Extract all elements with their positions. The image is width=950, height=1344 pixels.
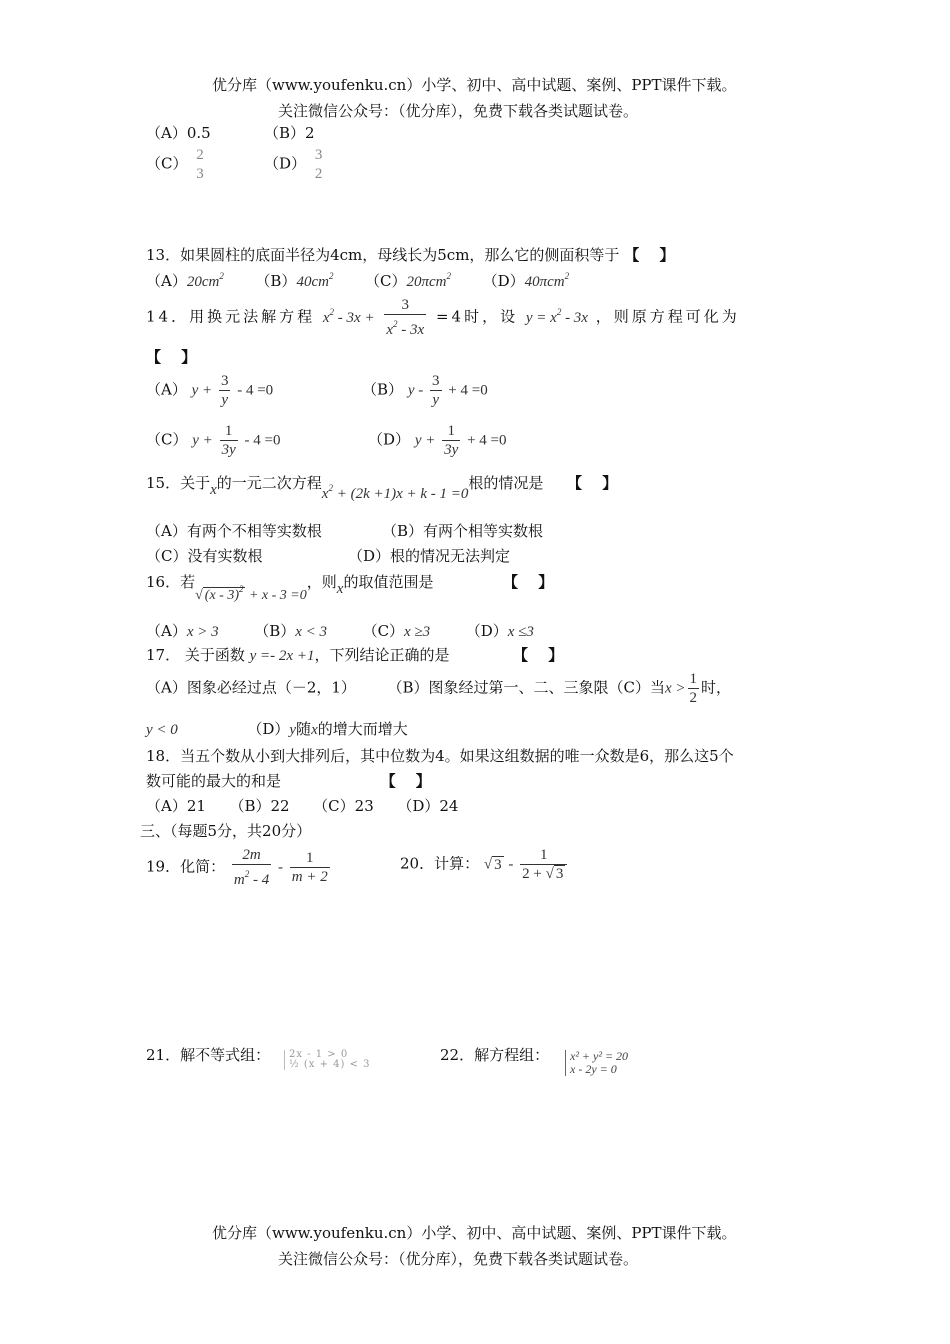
- q16-option-d-value: x ≤3: [507, 624, 534, 640]
- q12-option-d-fraction: [313, 146, 325, 183]
- q16-option-a-label: （A）: [146, 622, 187, 640]
- q15-option-d: （D）根的情况无法判定: [348, 547, 511, 565]
- header-line-2: 关注微信公众号：（优分库），免费下载各类试题试卷。: [278, 102, 639, 120]
- q19-fraction-2: [290, 849, 330, 886]
- q18-options: [146, 795, 458, 816]
- q22: [440, 1044, 549, 1065]
- q17-stem-a: 17． 关于函数: [146, 646, 245, 664]
- q14-option-d: [368, 422, 507, 459]
- q18-answer-bracket: 【 】: [380, 772, 431, 790]
- q14-eq-right: =4时，设: [435, 307, 519, 326]
- q12-option-d: [264, 146, 326, 183]
- header-line-1: 优分库（www.youfenku.cn）小学、初中、高中试题、案例、PPT课件下载。: [212, 76, 737, 94]
- q14-substitution-rest: - 3x: [561, 309, 588, 326]
- footer-line-2: 关注微信公众号：（优分库），免费下载各类试题试卷。: [278, 1250, 639, 1268]
- q18-line-2-text: 数可能的最大的和是: [146, 772, 282, 790]
- q14-b-label: （B）: [362, 380, 404, 399]
- q14-b-pre: y -: [407, 382, 424, 399]
- q14-c-label: （C）: [146, 430, 188, 449]
- q20-f-num: 1: [540, 847, 548, 863]
- q17-c-condition: x >: [665, 680, 686, 697]
- q14-eq-fraction: $\frac{3}{x^2 - 3x}$: [386, 297, 425, 338]
- q20-label: 20．计算：: [400, 854, 480, 873]
- q14-c-post: - 4 =0: [244, 432, 281, 449]
- q16-option-b-value: x < 3: [295, 624, 327, 640]
- q14-eq-frac-den: x: [386, 322, 394, 338]
- q19-label: 19．化简：: [146, 857, 226, 876]
- q14-b-num: 3: [432, 373, 440, 389]
- q15-eq-rest: + (2k +1)x + k - 1 =0: [332, 486, 469, 502]
- q13-option-d-value: 40πcm: [524, 274, 565, 290]
- q16-option-d-label: （D）: [465, 622, 508, 640]
- q14-a-label: （A）: [146, 380, 187, 399]
- q20-minus: -: [508, 856, 514, 873]
- q20: 20．计算： √ 3 - $\frac{1}{2 + √ 3}$: [400, 846, 569, 883]
- q22-label: 22．解方程组：: [440, 1046, 550, 1064]
- q18-option-a: （A）21: [146, 797, 206, 815]
- q15-option-a: （A）有两个不相等实数根: [146, 522, 322, 540]
- q14-option-a: [146, 372, 273, 409]
- q12-option-d-label: （D）: [264, 154, 307, 173]
- q13-option-a-value: 20cm: [186, 274, 220, 290]
- q13-option-b-exp: 2: [328, 271, 334, 281]
- footer-line-1: 优分库（www.youfenku.cn）小学、初中、高中试题、案例、PPT课件下载。: [212, 1224, 737, 1242]
- q17-answer-bracket: 【 】: [513, 646, 564, 664]
- q21-system-line-2: ½ (x + 4) < 3: [289, 1059, 371, 1070]
- q15-option-b: （B）有两个相等实数根: [382, 522, 544, 540]
- q14-d-num: 1: [447, 423, 455, 439]
- q20-fraction: $\frac{1}{2 + √ 3}$: [520, 846, 567, 883]
- q14-answer-bracket: 【 】: [146, 348, 197, 366]
- q13-option-c-label: （C）: [365, 272, 407, 290]
- q18-option-b: （B）22: [229, 797, 290, 815]
- q17-stem: [146, 644, 563, 665]
- q14-option-c: [146, 422, 281, 459]
- q14-eq-left: x: [322, 309, 330, 326]
- q19-f1-den: m: [233, 872, 245, 888]
- q20-f-den: 2 +: [522, 866, 546, 882]
- q13-answer-bracket: 【 】: [624, 246, 675, 264]
- q16-answer-bracket: 【 】: [503, 573, 554, 591]
- q15-answer-bracket: 【 】: [566, 474, 618, 492]
- q14-a-post: - 4 =0: [237, 382, 274, 399]
- q14-eq-mid: - 3x +: [334, 309, 375, 326]
- q21-system-line-1: 2x - 1 > 0: [289, 1049, 349, 1060]
- q18-option-c: （C）23: [313, 797, 374, 815]
- q12-option-c: [146, 146, 208, 183]
- q21: [146, 1044, 270, 1065]
- q13-option-c-value: 20πcm: [406, 274, 447, 290]
- q22-system-line-1: x² + y² = 20: [570, 1049, 629, 1063]
- q17-d-var2: x: [311, 722, 318, 738]
- q15-stem-c: 根的情况是: [468, 474, 544, 492]
- q12-d-denominator: 2: [314, 166, 323, 182]
- q16-stem-c: 的取值范围是: [343, 573, 434, 591]
- q16-option-a-value: x > 3: [186, 624, 219, 640]
- q16-stem: 16．若√ (x - 3)$^2$ + x - 3 =0，则x的取值范围是 【 】: [146, 573, 554, 603]
- q17-c-post: 时，: [701, 678, 732, 697]
- q14-option-b: [362, 372, 488, 409]
- q17-stem-b: ，下列结论正确的是: [314, 646, 450, 664]
- q13-option-d-label: （D）: [482, 272, 525, 290]
- q14-d-pre: y +: [414, 432, 436, 449]
- q22-system: [565, 1050, 628, 1076]
- q12-c-numerator: 2: [196, 147, 204, 163]
- q16-stem-a: 16．若: [146, 573, 196, 591]
- q12-c-denominator: 3: [196, 166, 204, 182]
- q17-options-line1: [146, 670, 731, 707]
- q21-label: 21．解不等式组：: [146, 1046, 271, 1064]
- q19-fraction-1: $\frac{2m}{m^2 - 4}$: [233, 847, 270, 888]
- q14-c-num: 1: [224, 423, 233, 439]
- q20-root: 3: [494, 856, 502, 873]
- q16-option-b-label: （B）: [254, 622, 296, 640]
- q14-a-num: 3: [220, 373, 229, 389]
- q20-f-den-root: 3: [555, 866, 564, 882]
- q16-radicand: (x - 3): [204, 588, 239, 603]
- q14-b-post: + 4 =0: [448, 382, 488, 399]
- q19-minus: -: [278, 859, 283, 876]
- q14-a-pre: y +: [191, 382, 213, 399]
- q15-var: x: [210, 482, 217, 498]
- q12-option-a: （A）0.5: [146, 124, 211, 142]
- q15-stem: 15．关于x的一元二次方程$x^2 + (2k +1)x + k - 1 =0$根的情况是 【 】: [146, 474, 618, 502]
- q13-option-a-exp: 2: [219, 271, 224, 281]
- q17-c-num: 1: [689, 671, 698, 687]
- q13-option-c-exp: 2: [446, 271, 451, 281]
- q16-options: [146, 620, 534, 641]
- q17-options-line2: [146, 718, 408, 739]
- q13-option-b-label: （B）: [255, 272, 297, 290]
- q13-stem: [146, 244, 674, 265]
- q19-f2-num: 1: [306, 850, 314, 866]
- q14-substitution: y = x: [525, 309, 557, 326]
- q18-line-1: 18．当五个数从小到大排列后，其中位数为4。如果这组数据的唯一众数是6，那么这5个: [146, 747, 734, 765]
- q16-stem-b: ，则: [306, 573, 337, 591]
- q13-option-a-label: （A）: [146, 272, 187, 290]
- q19-f1-num: 2m: [242, 847, 261, 863]
- q16-option-c-value: x ≥3: [404, 624, 431, 640]
- q14-stem-start: 14．用换元法解方程: [146, 307, 316, 326]
- q19-f1-den2: - 4: [249, 872, 270, 888]
- q14-eq-frac-den2: - 3x: [397, 322, 425, 338]
- q17-d-mid: 随: [296, 720, 312, 738]
- q15-option-c: （C）没有实数根: [146, 547, 263, 565]
- q12-option-b: （B）2: [264, 124, 315, 142]
- section-3-heading: 三、（每题5分，共20分）: [140, 822, 312, 840]
- q15-eq: x: [321, 486, 329, 502]
- q19-f2-den: m + 2: [291, 869, 328, 885]
- q14-d-label: （D）: [368, 430, 411, 449]
- q14-eq-exp: 2: [329, 306, 335, 317]
- q14-a-den: y: [219, 390, 231, 409]
- q12-d-numerator: 3: [314, 147, 323, 163]
- q13-stem-text: 13．如果圆柱的底面半径为4cm，母线长为5cm，那么它的侧面积等于: [146, 246, 620, 264]
- q19: [146, 846, 332, 889]
- q16-eq-rest: + x - 3 =0: [245, 588, 307, 603]
- q16-var: x: [336, 581, 344, 597]
- q22-system-line-2: x - 2y = 0: [570, 1062, 617, 1076]
- q12-option-c-label: （C）: [146, 154, 188, 173]
- q15-stem-a: 15．关于: [146, 474, 211, 492]
- q12-option-c-fraction: [194, 146, 206, 183]
- q14-d-den: 3y: [444, 442, 459, 458]
- q14-c-pre: y +: [192, 432, 213, 449]
- q14-stem-end: ，则原方程可化为: [595, 307, 740, 326]
- q13-options: [146, 270, 569, 291]
- q14-eq-frac-num: 3: [401, 297, 410, 313]
- q18-option-d: （D）24: [397, 797, 459, 815]
- q14-c-den: 3y: [221, 442, 236, 458]
- q15-stem-b: 的一元二次方程: [216, 474, 322, 492]
- q13-option-b-value: 40cm: [296, 274, 329, 290]
- q13-option-d-exp: 2: [564, 271, 570, 281]
- q17-option-d: （D）: [247, 720, 290, 738]
- q14-d-post: + 4 =0: [467, 432, 507, 449]
- q17-d-post: 的增大而增大: [317, 720, 408, 738]
- q17-option-a: （A）图象必经过点（－2，1）: [146, 678, 356, 697]
- q17-d-var: y: [289, 722, 297, 738]
- q17-c-den: 2: [689, 690, 698, 706]
- q17-c-line2: y < 0: [146, 722, 178, 738]
- q21-system: [284, 1050, 371, 1070]
- q16-option-c-label: （C）: [362, 622, 405, 640]
- q17-option-b: （B）图象经过第一、二、三象限（C）当: [387, 678, 665, 697]
- q14-b-den: y: [430, 390, 442, 409]
- q14-stem: 14．用换元法解方程 $x^2 - 3x$ + $\frac{3}{x^2 - 3x}$ =4时，设 $y = x^2 - 3x$ ，则原方程可化为: [146, 297, 740, 338]
- q17-function: y =- 2x +1: [249, 648, 315, 664]
- q18-line-2: [146, 770, 431, 791]
